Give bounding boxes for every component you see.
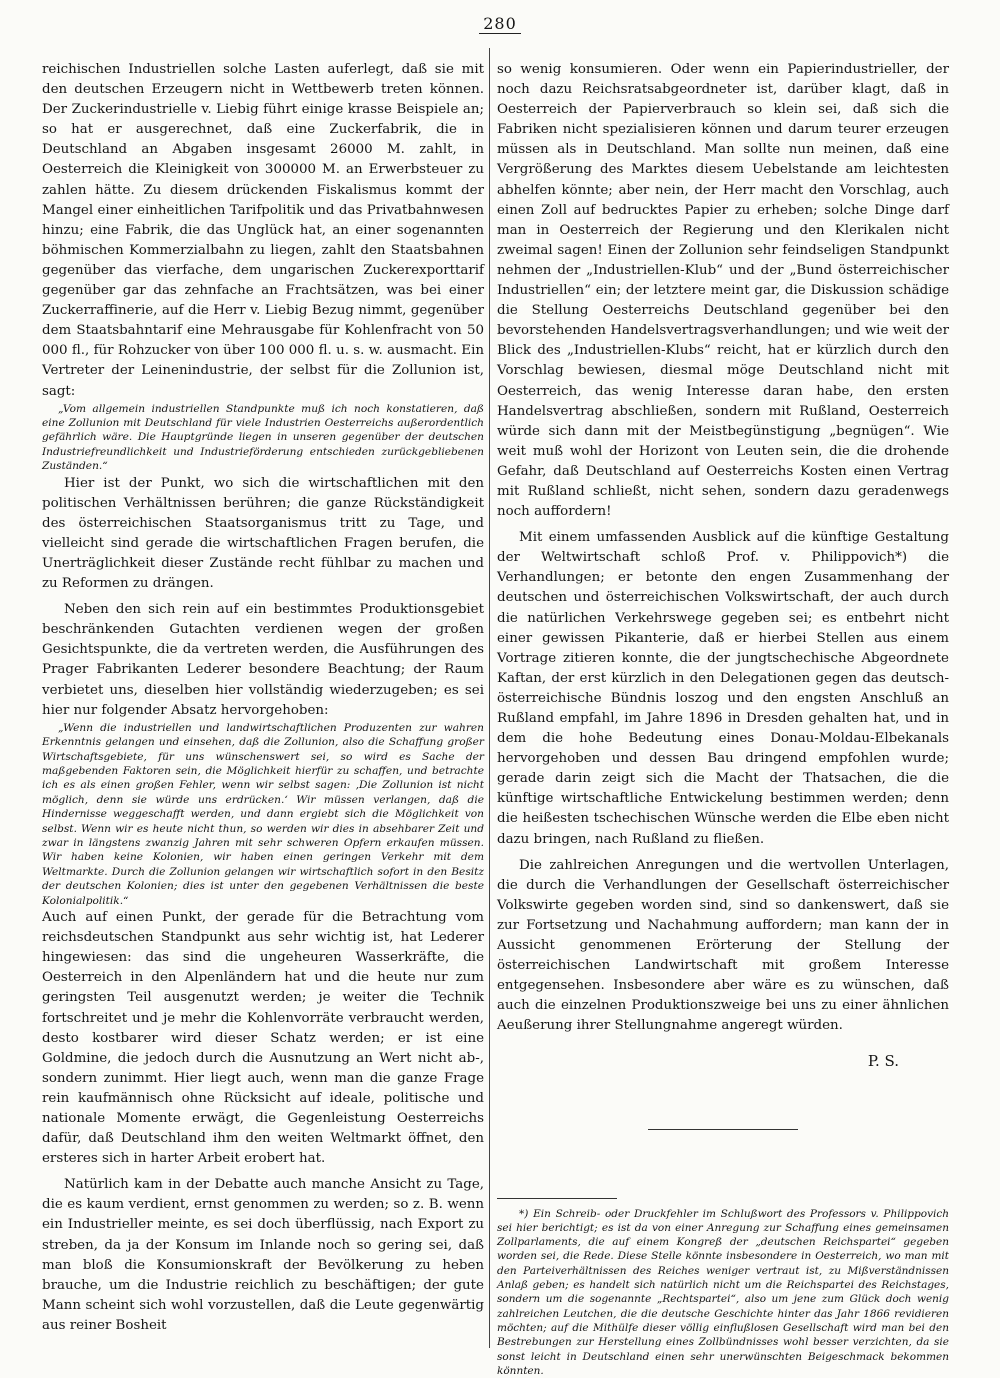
- paragraph: Auch auf einen Punkt, der gerade für die Betrachtung vom reichsdeutschen Standpunkt aus sehr wichtig ist, hat Lederer hingewiesen: das sind die ungeheuren Wasserkräfte, die Oesterreich in den Alpenländern hat und die heute nur zum geringsten Teil ausgenutzt werden; je weiter die Technik fortschreitet und je mehr die Kohlenvorräte verbraucht werden, desto kostbarer wird dieser Schatz werden; er ist eine Goldmine, die jedoch durch die Ausnutzung an Wert nicht ab-, sondern zunimmt. Hier liegt auch, wenn man die ganze Frage rein kaufmännisch ohne Rücksicht auf ideale, politische und nationale Momente erwägt, die Gegenleistung Oesterreichs dafür, daß Deutschland ihm den weiten Weltmarkt öffnet, den ersteres sich in harter Arbeit erobert hat.: [42, 910, 484, 1167]
- paragraph: Natürlich kam in der Debatte auch manche Ansicht zu Tage, die es kaum verdient, ernst genommen zu werden; so z. B. wenn ein Industrieller meinte, es sei doch überflüssig, nach Export zu streben, da ja der Konsum im Inlande noch so gering sei, daß man bloß die Konsumionskraft der Bevölkerung zu heben brauche, um die Industrie reichlich zu beschäftigen; der gute Mann scheint sich wohl vorzustellen, daß die Leute gegenwärtig aus reiner Bosheit: [42, 1177, 484, 1333]
- footnote-rule: [497, 1198, 617, 1199]
- page-number-text: 280: [479, 14, 521, 34]
- block-quote: „Wenn die industriellen und landwirtschaftlichen Produzenten zur wahren Erkenntnis gelangen und einsehen, daß die Zollunion, also die Schaffung großer Wirtschaftsgebiete, für uns wünschenswert sei, so wird es Sache der maßgebenden Faktoren sein, die Möglichkeit hierfür zu schaffen, und betrachte ich es als einen großen Fehler, wenn wir selbst sagen: ‚Die Zollunion ist nicht möglich, denn sie würde uns erdrücken.‘ Wir müssen verlangen, daß die Hindernisse weggeschafft werden, und dann ergiebt sich die Möglichkeit von selbst. Wenn wir es heute nicht thun, so werden wir dies in absehbarer Zeit und zwar in längstens zwanzig Jahren mit sehr schweren Opfern erkaufen müssen. Wir haben keine Kolonien, wir haben einen geringen Verkehr mit dem Weltmarkte. Durch die Zollunion gelangen wir wirtschaftlich sofort in den Besitz der deutschen Kolonien; dies ist unter den gegebenen Verhältnissen die beste Kolonialpolitik.“: [42, 721, 484, 907]
- paragraph: Neben den sich rein auf ein bestimmtes Produktionsgebiet beschränkenden Gutachten verdienen wegen der großen Gesichtspunkte, die da vertreten werden, die Ausführungen des Prager Fabrikanten Lederer besondere Beachtung; der Raum verbietet uns, dieselben hier vollständig wiederzugeben; es sei hier nur folgender Absatz hervorgehoben:: [42, 602, 484, 718]
- paragraph: reichischen Industriellen solche Lasten auferlegt, daß sie mit den deutschen Erzeugern nicht in Wettbewerb treten können. Der Zuckerindustrielle v. Liebig führt einige krasse Beispiele an; so hat er ausgerechnet, daß eine Zuckerfabrik, die in Deutschland an Abgaben insgesamt 26000 M. zahlt, in Oesterreich die Kleinigkeit von 300000 M. an Erwerbsteuer zu zahlen hätte. Zu diesem drückenden Fiskalismus kommt der Mangel einer einheitlichen Tarifpolitik und das Privatbahnwesen hinzu; eine Fabrik, die das Unglück hat, an einer sogenannten böhmischen Kommerzialbahn zu liegen, zahlt den Staatsbahnen gegenüber das vierfache, dem ungarischen Zuckerexporttarif gegenüber gar das zehnfache an Frachtsätzen, was bei einer Zuckerraffinerie, auf die Herr v. Liebig Bezug nimmt, gegenüber dem Staatsbahntarif eine Mehrausgabe für Kohlenfracht von 50 000 fl., für Rohzucker von über 100 000 fl. u. s. w. ausmacht. Ein Vertreter der Leinenindustrie, der selbst für die Zollunion ist, sagt:: [42, 62, 484, 399]
- right-column: [497, 60, 949, 1378]
- paragraph: Hier ist der Punkt, wo sich die wirtschaftlichen mit den politischen Verhältnissen berühren; die ganze Rückständigkeit des österreichischen Staatsorganismus tritt zu Tage, und vielleicht sind gerade die wirtschaftlichen Fragen berufen, die Unerträglichkeit dieser Zustände recht fühlbar zu machen und zu Reformen zu drängen.: [42, 475, 484, 592]
- page-number: [0, 14, 1000, 34]
- paragraph: so wenig konsumieren. Oder wenn ein Papierindustrieller, der noch dazu Reichsratsabgeordneter ist, darüber klagt, daß in Oesterreich der Papierverbrauch so klein sei, daß sich die Fabriken nicht spezialisieren können und darum teurer erzeugen müssen als in Deutschland. Man sollte nun meinen, daß eine Vergrößerung des Marktes diesem Uebelstande am leichtesten abhelfen könnte; aber nein, der Herr macht den Vorschlag, auch einen Zoll auf bedrucktes Papier zu erheben; solche Dinge darf man in Oesterreich der Regierung und den Klerikalen nicht zweimal sagen! Einen der Zollunion sehr feindseligen Standpunkt nehmen der „Industriellen-Klub“ und der „Bund österreichischer Industriellen“ ein; der letztere meint gar, die Diskussion schädige die Stellung Oesterreichs Deutschland gegenüber bei den bevorstehenden Handelsvertragsverhandlungen; und wie weit der Blick des „Industriellen-Klubs“ reicht, hat er kürzlich durch den Vorschlag bewiesen, diesmal möge Deutschland nicht mit Oesterreich, das wenig Interesse daran habe, den ersten Handelsvertrag abschließen, sondern mit Rußland, Oesterreich würde sich dann mit der Meistbegünstigung „begnügen“. Wie weit muß wohl der Horizont von Leuten sein, die die drohende Gefahr, daß Deutschland auf Oesterreichs Kosten einen Vertrag mit Rußland schließt, nicht sehen, sondern dazu geradenwegs noch auffordern!: [497, 62, 949, 520]
- paragraph: Mit einem umfassenden Ausblick auf die künftige Gestaltung der Weltwirtschaft schloß Prof. v. Philippovich*) die Verhandlungen; er betonte den engen Zusammenhang der deutschen und österreichischen Volkswirtschaft, der auch durch die natürlichen Verkehrswege gegeben sei; es entbehrt nicht einer gewissen Pikanterie, daß er hierbei Stellen aus einem Vortrage zitieren konnte, die der jungtschechische Abgeordnete Kaftan, der erst kürzlich in den Delegationen gegen das deutsch-österreichische Bündnis loszog und den engsten Anschluß an Rußland empfahl, im Jahre 1896 in Dresden gehalten hat, und in dem die hohe Bedeutung eines Donau-Moldau-Elbekanals hervorgehoben und dessen Bau dringend empfohlen wurde; gerade darin zeigt sich die Macht der Thatsachen, die die künftige wirtschaftliche Entwickelung bestimmen werden; denn die heißesten tschechischen Wünsche werden die Elbe eben nicht dazu bringen, nach Rußland zu fließen.: [497, 530, 949, 847]
- author-signature: P. S.: [867, 1051, 899, 1070]
- end-rule: [648, 1129, 798, 1130]
- block-quote: „Vom allgemein industriellen Standpunkte muß ich noch konstatieren, daß eine Zollunion mit Deutschland für viele Industrien Oesterreichs außerordentlich gefährlich wäre. Die Hauptgründe liegen in unseren gegenüber der deutschen Industriefreundlichkeit und Industrieförderung entschieden zurückgebliebenen Zuständen.“: [42, 402, 484, 473]
- column-divider: [489, 48, 490, 1348]
- paragraph: Die zahlreichen Anregungen und die wertvollen Unterlagen, die durch die Verhandlungen der Gesellschaft österreichischer Volkswirte gegeben worden sind, sind so dankenswert, daß sie zur Fortsetzung und Nachahmung auffordern; man kann der in Aussicht genommenen Erörterung der Stellung der österreichischen Landwirtschaft mit großem Interesse entgegensehen. Insbesondere aber wäre es zu wünschen, daß auch die einzelnen Produktionszweige bei uns zu einer ähnlichen Aeußerung ihrer Stellungnahme angeregt würden.: [497, 857, 949, 1034]
- footnote: *) Ein Schreib- oder Druckfehler im Schlußwort des Professors v. Philippovich sei hier berichtigt; es ist da von einer Anregung zur Schaffung eines gemeinsamen Zollparlaments, die auf einem Kongreß der „deutschen Reichspartei“ gegeben worden sei, die Rede. Diese Stelle könnte insbesondere in Oesterreich, wo man mit den Parteiverhältnissen des Reiches weniger vertraut ist, zu Mißverständnissen Anlaß geben; es handelt sich natürlich nicht um die Reichspartei des Reichstages, sondern um die sogenannte „Rechtspartei“, also um jene zum Glück doch wenig zahlreichen Leutchen, die die deutsche Geschichte hinter das Jahr 1866 revidieren möchten; auf die Mithülfe dieser völlig einflußlosen Gesellschaft wird man bei den Bestrebungen zur Herstellung eines Zollbündnisses wohl besser verzichten, da sie sonst leicht in Deutschland einen sehr unerwünschten Beigeschmack bekommen könnten.: [497, 1207, 949, 1377]
- left-column: [42, 60, 484, 1336]
